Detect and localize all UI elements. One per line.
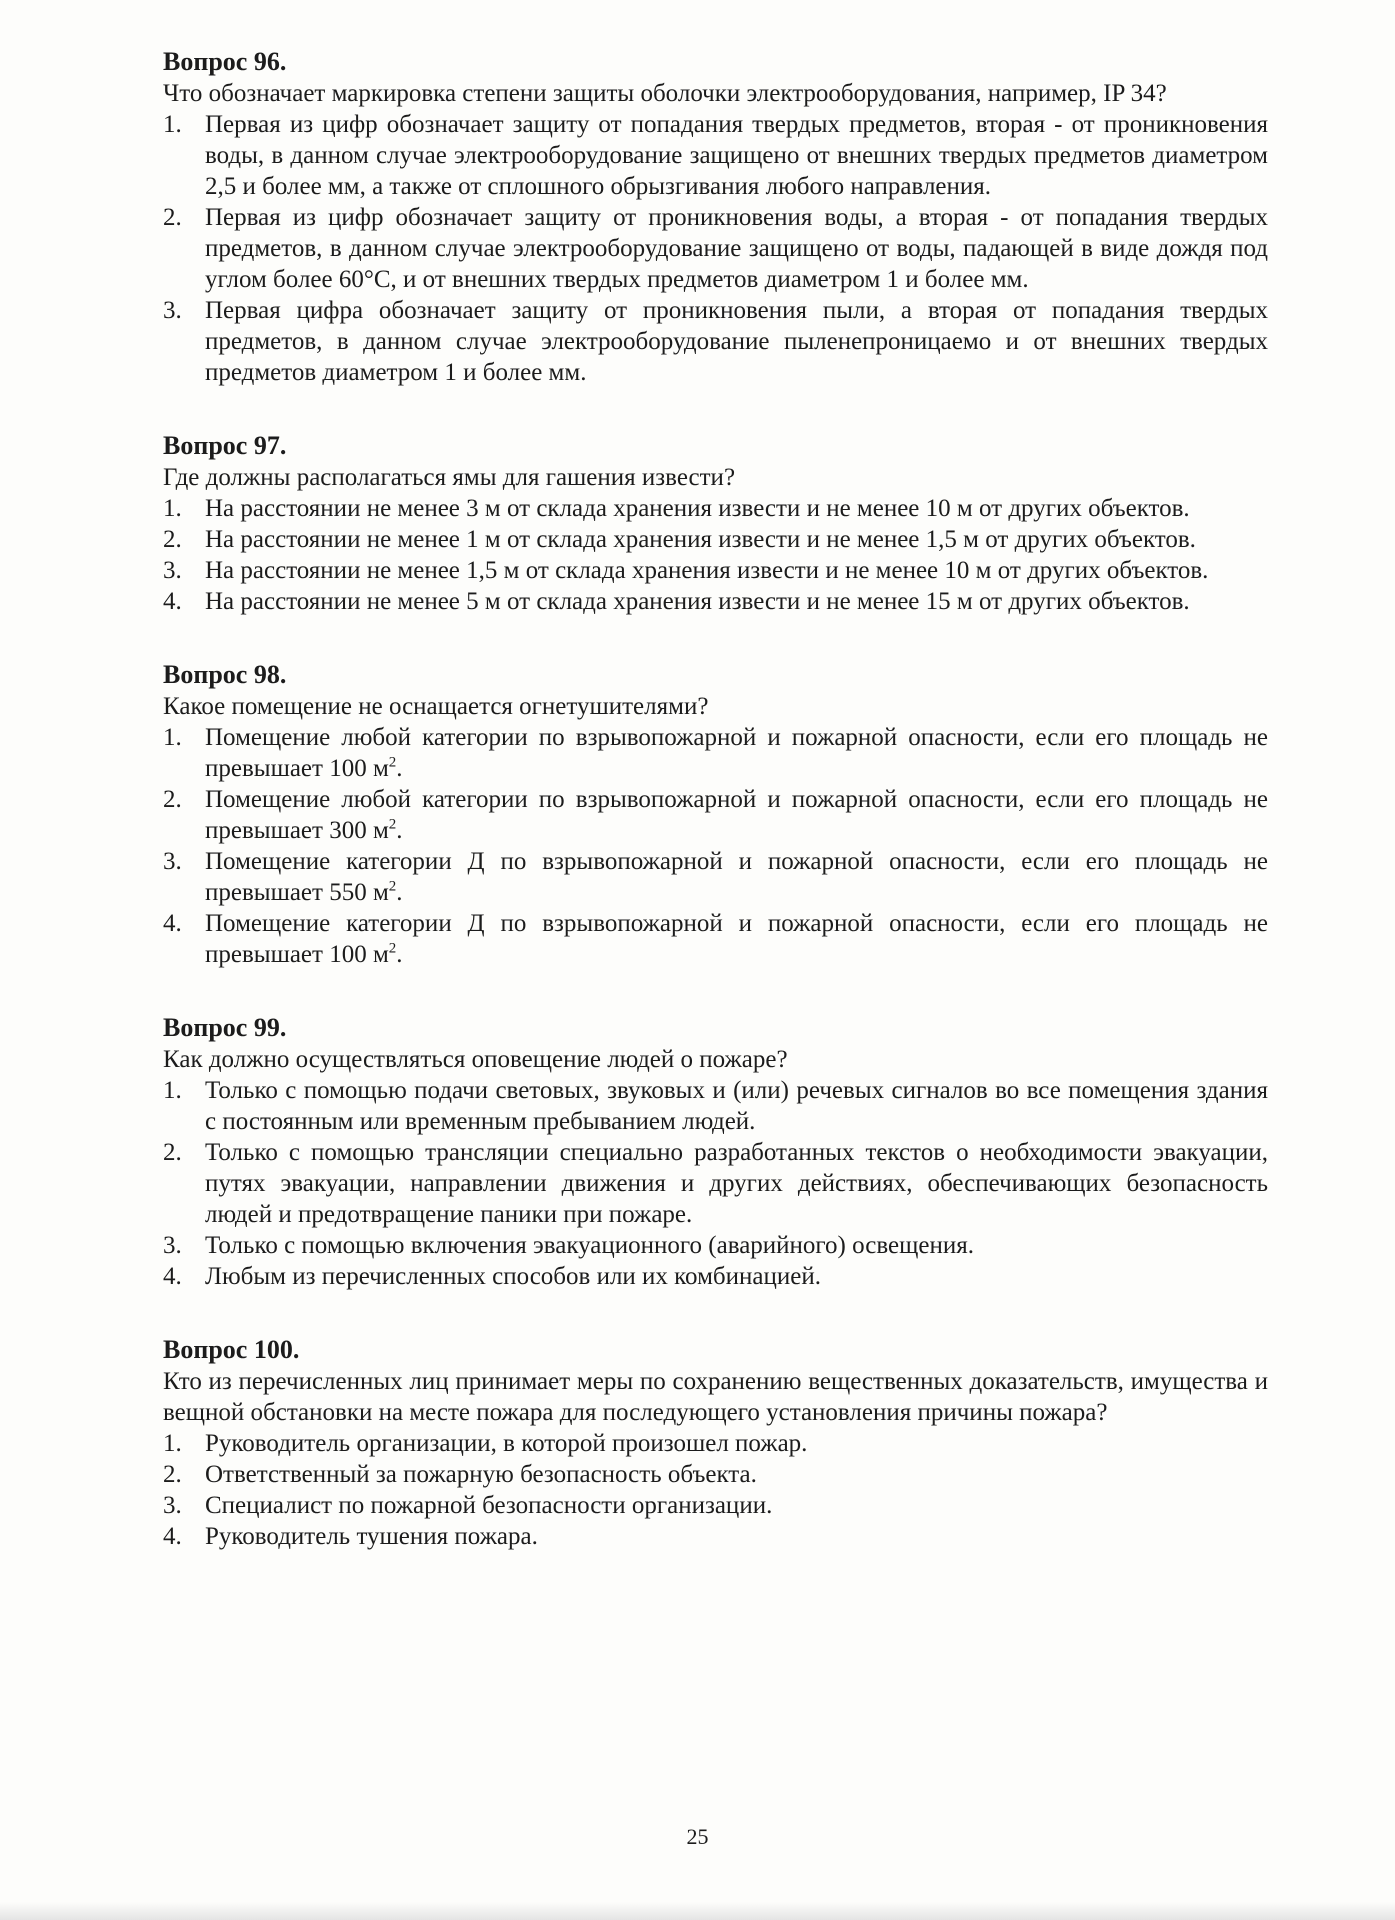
answer-text: Помещение категории Д по взрывопожарной и пожарной опасности, если его площадь не превышает 100 м bbox=[205, 910, 1268, 968]
answer-number: 2. bbox=[163, 1139, 182, 1166]
answer-option bbox=[163, 493, 1268, 524]
answer-text: Первая из цифр обозначает защиту от попадания твердых предметов, вторая - от проникновения воды, в данном случае электрооборудование защищено от внешних твердых предметов диаметром 2,5 и более мм, а также от сплошного обрызгивания любого направления. bbox=[205, 111, 1268, 200]
answer-number: 3. bbox=[163, 1492, 182, 1519]
answer-option bbox=[163, 1261, 1268, 1292]
answer-option bbox=[163, 555, 1268, 586]
answer-option bbox=[163, 908, 1268, 970]
answer-text: Любым из перечисленных способов или их комбинацией. bbox=[205, 1263, 821, 1290]
answer-option bbox=[163, 784, 1268, 846]
answer-text: Руководитель тушения пожара. bbox=[205, 1523, 538, 1550]
answer-tail: . bbox=[396, 817, 403, 844]
answer-text: На расстоянии не менее 3 м от склада хранения извести и не менее 10 м от других объектов. bbox=[205, 495, 1190, 522]
answer-list bbox=[163, 1428, 1268, 1552]
answer-tail: . bbox=[396, 755, 403, 782]
answer-text: Только с помощью подачи световых, звуковых и (или) речевых сигналов во все помещения здания с постоянным или временным пребыванием людей. bbox=[205, 1077, 1268, 1135]
answer-number: 3. bbox=[163, 297, 182, 324]
answer-list bbox=[163, 109, 1268, 388]
answer-text: Ответственный за пожарную безопасность объекта. bbox=[205, 1461, 757, 1488]
answer-option bbox=[163, 202, 1268, 295]
answer-tail: . bbox=[396, 879, 403, 906]
answer-number: 1. bbox=[163, 724, 182, 751]
answer-list bbox=[163, 493, 1268, 617]
question-title: Вопрос 97. bbox=[163, 431, 287, 460]
answer-option bbox=[163, 1137, 1268, 1230]
question-text: Что обозначает маркировка степени защиты оболочки электрооборудования, например, IP 34? bbox=[163, 80, 1167, 107]
answer-tail: . bbox=[396, 941, 403, 968]
answer-text: Первая из цифр обозначает защиту от проникновения воды, а вторая - от попадания твердых предметов, в данном случае электрооборудование защищено от воды, падающей в виде дождя под углом более 60°С, и от внешних твердых предметов диаметром 1 и более мм. bbox=[205, 204, 1268, 293]
answer-text: Помещение категории Д по взрывопожарной и пожарной опасности, если его площадь не превышает 550 м bbox=[205, 848, 1268, 906]
question-text: Где должны располагаться ямы для гашения извести? bbox=[163, 464, 736, 491]
answer-number: 2. bbox=[163, 1461, 182, 1488]
answer-text: Только с помощью трансляции специально разработанных текстов о необходимости эвакуации, путях эвакуации, направлении движения и других действиях, обеспечивающих безопасность людей и предотвращение паники при пожаре. bbox=[205, 1139, 1268, 1228]
answer-text: Помещение любой категории по взрывопожарной и пожарной опасности, если его площадь не превышает 300 м bbox=[205, 786, 1268, 844]
answer-number: 1. bbox=[163, 1430, 182, 1457]
answer-list bbox=[163, 722, 1268, 970]
answer-list bbox=[163, 1075, 1268, 1292]
answer-option bbox=[163, 524, 1268, 555]
question-block bbox=[163, 46, 1268, 388]
answer-number: 1. bbox=[163, 495, 182, 522]
answer-text: На расстоянии не менее 5 м от склада хранения извести и не менее 15 м от других объектов. bbox=[205, 588, 1190, 615]
answer-option bbox=[163, 109, 1268, 202]
answer-number: 2. bbox=[163, 526, 182, 553]
question-text: Как должно осуществляться оповещение людей о пожаре? bbox=[163, 1046, 788, 1073]
answer-number: 3. bbox=[163, 557, 182, 584]
question-text: Какое помещение не оснащается огнетушителями? bbox=[163, 693, 709, 720]
answer-number: 3. bbox=[163, 848, 182, 875]
document-page bbox=[163, 46, 1268, 1594]
answer-text: Первая цифра обозначает защиту от проникновения пыли, а вторая от попадания твердых предметов, в данном случае электрооборудование пыленепроницаемо и от внешних твердых предметов диаметром 1 и более мм. bbox=[205, 297, 1268, 386]
answer-option bbox=[163, 722, 1268, 784]
answer-text: На расстоянии не менее 1,5 м от склада хранения извести и не менее 10 м от других объектов. bbox=[205, 557, 1209, 584]
answer-number: 4. bbox=[163, 588, 182, 615]
answer-number: 3. bbox=[163, 1232, 182, 1259]
answer-option bbox=[163, 586, 1268, 617]
answer-text: Только с помощью включения эвакуационного (аварийного) освещения. bbox=[205, 1232, 974, 1259]
question-title: Вопрос 96. bbox=[163, 47, 287, 76]
scan-edge bbox=[0, 1902, 1395, 1920]
superscript: 2 bbox=[388, 878, 397, 895]
answer-option bbox=[163, 1230, 1268, 1261]
answer-text: Помещение любой категории по взрывопожарной и пожарной опасности, если его площадь не превышает 100 м bbox=[205, 724, 1268, 782]
answer-option bbox=[163, 1490, 1268, 1521]
answer-option bbox=[163, 295, 1268, 388]
answer-option bbox=[163, 1459, 1268, 1490]
answer-option bbox=[163, 1428, 1268, 1459]
answer-number: 2. bbox=[163, 204, 182, 231]
question-block bbox=[163, 1334, 1268, 1552]
superscript: 2 bbox=[388, 754, 397, 771]
answer-number: 1. bbox=[163, 1077, 182, 1104]
answer-text: Специалист по пожарной безопасности организации. bbox=[205, 1492, 773, 1519]
question-block bbox=[163, 659, 1268, 970]
superscript: 2 bbox=[388, 816, 397, 833]
question-title: Вопрос 99. bbox=[163, 1013, 287, 1042]
question-title: Вопрос 98. bbox=[163, 660, 287, 689]
answer-text: Руководитель организации, в которой произошел пожар. bbox=[205, 1430, 808, 1457]
answer-option bbox=[163, 1075, 1268, 1137]
page-number: 25 bbox=[686, 1824, 709, 1849]
answer-number: 4. bbox=[163, 1263, 182, 1290]
answer-number: 1. bbox=[163, 111, 182, 138]
question-title: Вопрос 100. bbox=[163, 1335, 300, 1364]
answer-number: 2. bbox=[163, 786, 182, 813]
answer-text: На расстоянии не менее 1 м от склада хранения извести и не менее 1,5 м от других объектов. bbox=[205, 526, 1196, 553]
answer-option bbox=[163, 1521, 1268, 1552]
answer-option bbox=[163, 846, 1268, 908]
answer-number: 4. bbox=[163, 1523, 182, 1550]
superscript: 2 bbox=[388, 940, 397, 957]
answer-number: 4. bbox=[163, 910, 182, 937]
question-text: Кто из перечисленных лиц принимает меры по сохранению вещественных доказательств, имущества и вещной обстановки на месте пожара для последующего установления причины пожара? bbox=[163, 1368, 1268, 1426]
question-block bbox=[163, 430, 1268, 617]
question-block bbox=[163, 1012, 1268, 1292]
